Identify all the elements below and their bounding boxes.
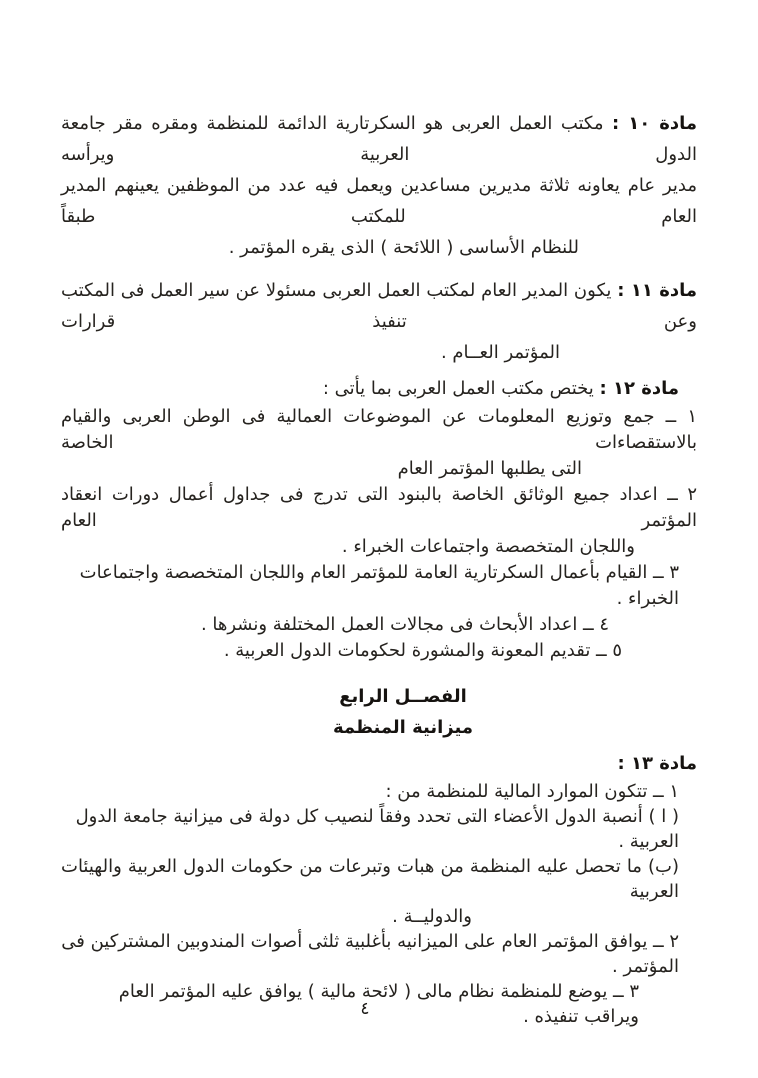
article-12-items (61, 404, 697, 664)
article-13-items (61, 779, 697, 1029)
article-13-item-3: ٣ ــ يوضع للمنظمة نظام مالى ( لائحة مالية ) يوافق عليه المؤتمر العام ويراقب تنفيذه . (118, 981, 639, 1027)
article-12-intro-text: يختص مكتب العمل العربى بما يأتى : (322, 378, 594, 399)
article-12-label: مادة ١٢ : (599, 378, 679, 399)
article-13-item-1b-line-2: والدوليــة . (392, 906, 472, 927)
article-12-heading (61, 373, 697, 404)
article-13-item-1: ١ ــ تتكون الموارد المالية للمنظمة من : (385, 781, 679, 802)
chapter-heading (61, 681, 697, 743)
article-11-text-1: يكون المدير العام لمكتب العمل العربى مسئولا عن سير العمل فى المكتب وعن تنفيذ قرارات (61, 280, 697, 332)
article-10-label: مادة ١٠ : (612, 113, 697, 134)
article-12-item-2-line-1: ٢ ــ اعداد جميع الوثائق الخاصة بالبنود التى تدرج فى جداول أعمال دورات انعقاد المؤتمر العام (61, 484, 697, 531)
article-10-text-1: مكتب العمل العربى هو السكرتارية الدائمة للمنظمة ومقره مقر جامعة الدول العربية ويرأسه (61, 113, 697, 165)
article-11-line-2: المؤتمر العــام . (440, 342, 560, 363)
article-12-item-1-line-2: التى يطلبها المؤتمر العام (397, 458, 582, 479)
article-12-item-3: ٣ ــ القيام بأعمال السكرتارية العامة للمؤتمر العام واللجان المتخصصة واجتماعات الخبراء . (79, 562, 679, 609)
article-12-item-4: ٤ ــ اعداد الأبحاث فى مجالات العمل المختلفة ونشرها . (200, 614, 609, 635)
article-12-item-2-line-2: واللجان المتخصصة واجتماعات الخبراء . (341, 536, 635, 557)
article-13-item-1b-line-1: (ب) ما تحصل عليه المنظمة من هبات وتبرعات من حكومات الدول العربية والهيئات العربية (61, 856, 679, 902)
document-content (61, 108, 697, 1029)
article-10-line-1 (61, 108, 697, 170)
article-11 (61, 275, 697, 368)
article-13-label: مادة ١٣ : (617, 753, 697, 774)
page-number: ٤ (360, 999, 370, 1019)
article-12-item-1-line-1: ١ ــ جمع وتوزيع المعلومات عن الموضوعات العمالية فى الوطن العربى والقيام بالاستقصاءات الخاصة (61, 406, 697, 453)
chapter-title: الفصــل الرابع (339, 686, 467, 707)
chapter-subtitle: ميزانية المنظمة (332, 717, 473, 738)
article-11-line-1 (61, 275, 697, 337)
article-10-line-3: للنظام الأساسى ( اللائحة ) الذى يقره المؤتمر . (228, 237, 579, 258)
article-13-item-2: ٢ ــ يوافق المؤتمر العام على الميزانيه بأغلبية ثلثى أصوات المندوبين المشتركين فى المؤتمر . (61, 931, 679, 977)
article-12-item-5: ٥ ــ تقديم المعونة والمشورة لحكومات الدول العربية . (223, 640, 622, 661)
article-10-line-2: مدير عام يعاونه ثلاثة مديرين مساعدين ويعمل فيه عدد من الموظفين يعينهم المدير العام للمكتب طبقاً (61, 175, 697, 227)
article-13-heading (61, 748, 697, 779)
article-11-label: مادة ١١ : (617, 280, 697, 301)
article-10 (61, 108, 697, 263)
article-13-item-1a: ( ا ) أنصبة الدول الأعضاء التى تحدد وفقاً لنصيب كل دولة فى ميزانية جامعة الدول العربية . (75, 806, 679, 852)
